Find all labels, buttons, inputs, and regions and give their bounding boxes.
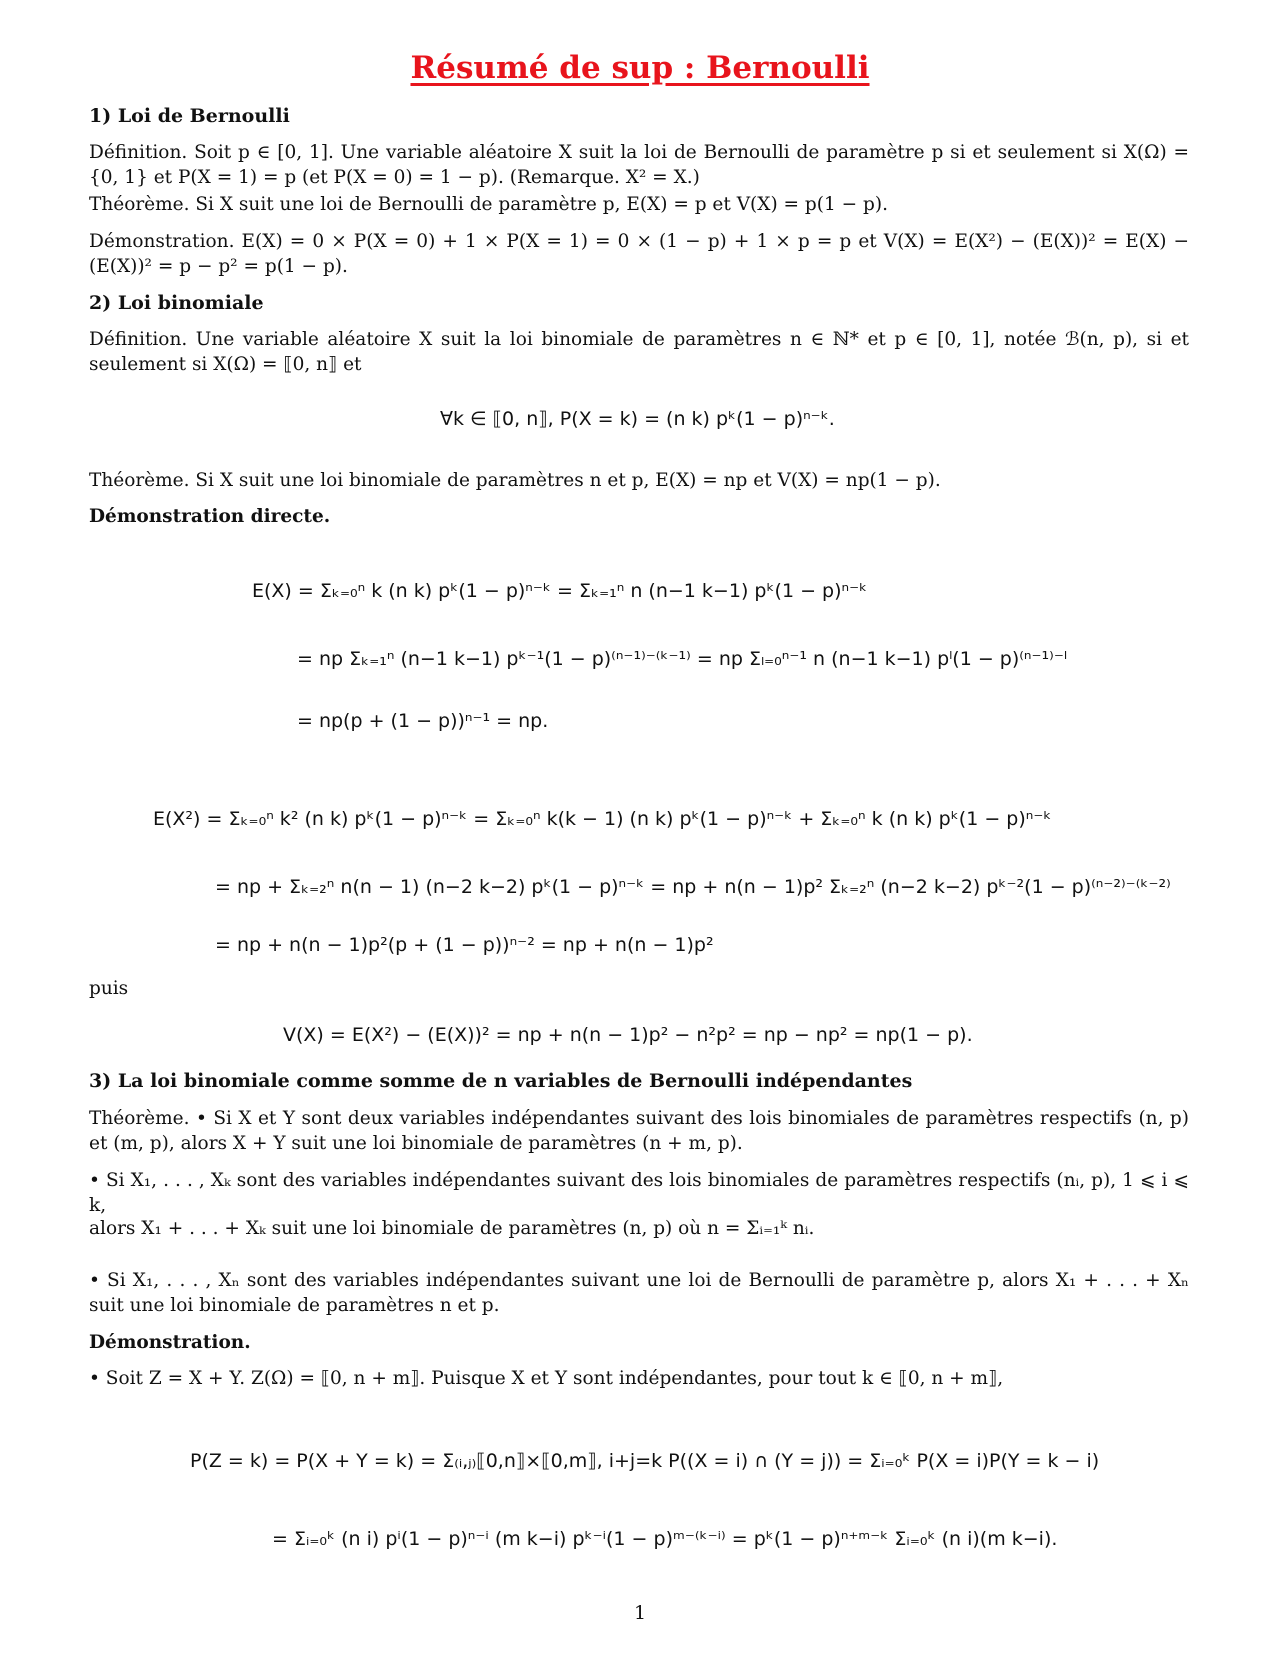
page-title: Résumé de sup : Bernoulli	[410, 50, 870, 86]
section-3-proof-line: • Soit Z = X + Y. Z(Ω) = ⟦0, n + m⟧. Puisque X et Y sont indépendantes, pour tout k ∈ ⟦0, n + m⟧,	[89, 1368, 1004, 1389]
section-2-theorem: Théorème. Si X suit une loi binomiale de paramètres n et p, E(X) = np et V(X) = np(1 − p).	[89, 470, 941, 491]
section-3-theorem-3: • Si X₁, . . . , Xₙ sont des variables indépendantes suivant une loi de Bernoulli de paramètre p, alors X₁ + . . . + Xₙ suit une loi binomiale de paramètres n et p.	[89, 1270, 1189, 1316]
pz-line-1: P(Z = k) = P(X + Y = k) = Σ₍ᵢ,ⱼ₎⟦0,n⟧×⟦0,m⟧, i+j=k P((X = i) ∩ (Y = j)) = Σᵢ₌₀ᵏ P(X = i)P(Y = k − i)	[190, 1450, 1100, 1472]
section-2-proof-title: Démonstration directe.	[89, 506, 331, 527]
expectation-line-3: = np(p + (1 − p))ⁿ⁻¹ = np.	[297, 710, 549, 732]
puis-text: puis	[89, 978, 129, 999]
expectation-line-1: E(X) = Σₖ₌₀ⁿ k (n k) pᵏ(1 − p)ⁿ⁻ᵏ = Σₖ₌₁ⁿ n (n−1 k−1) pᵏ(1 − p)ⁿ⁻ᵏ	[252, 580, 868, 602]
section-1-definition: Définition. Soit p ∈ [0, 1]. Une variable aléatoire X suit la loi de Bernoulli de paramètre p si et seulement si X(Ω) = {0, 1} et P(X = 1) = p (et P(X = 0) = 1 − p). (Remarque. X² = X.)	[89, 142, 1189, 188]
section-1-theorem: Théorème. Si X suit une loi de Bernoulli de paramètre p, E(X) = p et V(X) = p(1 − p).	[89, 194, 888, 215]
section-3-theorem-2: • Si X₁, . . . , Xₖ sont des variables indépendantes suivant des lois binomiales de paramètres respectifs (nᵢ, p), 1 ⩽ i ⩽ k,	[89, 1170, 1189, 1216]
section-3-heading: 3) La loi binomiale comme somme de n variables de Bernoulli indépendantes	[89, 1070, 913, 1092]
page-number: 1	[633, 1602, 647, 1624]
expectation-line-2: = np Σₖ₌₁ⁿ (n−1 k−1) pᵏ⁻¹(1 − p)⁽ⁿ⁻¹⁾⁻⁽ᵏ⁻¹⁾ = np Σₗ₌₀ⁿ⁻¹ n (n−1 k−1) pˡ(1 − p)⁽ⁿ⁻¹⁾⁻ˡ	[297, 648, 1068, 670]
section-2-definition: Définition. Une variable aléatoire X suit la loi binomiale de paramètres n ∈ ℕ* et p ∈ [0, 1], notée ℬ(n, p), si et seulement si X(Ω) = ⟦0, n⟧ et	[89, 329, 1189, 375]
section-2-heading: 2) Loi binomiale	[89, 292, 264, 314]
section-3-theorem-2b: alors X₁ + . . . + Xₖ suit une loi binomiale de paramètres (n, p) où n = Σᵢ₌₁ᵏ nᵢ.	[89, 1218, 815, 1239]
section-3-theorem-1: Théorème. • Si X et Y sont deux variables indépendantes suivant des lois binomiales de paramètres respectifs (n, p) et (m, p), alors X + Y suit une loi binomiale de paramètres (n + m, p).	[89, 1108, 1189, 1154]
second-moment-line-3: = np + n(n − 1)p²(p + (1 − p))ⁿ⁻² = np + n(n − 1)p²	[215, 934, 714, 956]
section-3-proof-title: Démonstration.	[89, 1332, 251, 1353]
section-1-proof: Démonstration. E(X) = 0 × P(X = 0) + 1 × P(X = 1) = 0 × (1 − p) + 1 × p = p et V(X) = E(X²) − (E(X))² = E(X) − (E(X))² = p − p² = p(1 − p).	[89, 231, 1189, 277]
pz-line-2: = Σᵢ₌₀ᵏ (n i) pⁱ(1 − p)ⁿ⁻ⁱ (m k−i) pᵏ⁻ⁱ(1 − p)ᵐ⁻⁽ᵏ⁻ⁱ⁾ = pᵏ(1 − p)ⁿ⁺ᵐ⁻ᵏ Σᵢ₌₀ᵏ (n i)(m k−i).	[272, 1528, 1058, 1550]
second-moment-line-1: E(X²) = Σₖ₌₀ⁿ k² (n k) pᵏ(1 − p)ⁿ⁻ᵏ = Σₖ₌₀ⁿ k(k − 1) (n k) pᵏ(1 − p)ⁿ⁻ᵏ + Σₖ₌₀ⁿ k (n k) pᵏ(1 − p)ⁿ⁻ᵏ	[153, 808, 1052, 830]
second-moment-line-2: = np + Σₖ₌₂ⁿ n(n − 1) (n−2 k−2) pᵏ(1 − p)ⁿ⁻ᵏ = np + n(n − 1)p² Σₖ₌₂ⁿ (n−2 k−2) pᵏ⁻²(1 − p)⁽ⁿ⁻²⁾⁻⁽ᵏ⁻²⁾	[215, 876, 1171, 898]
variance-formula: V(X) = E(X²) − (E(X))² = np + n(n − 1)p² − n²p² = np − np² = np(1 − p).	[283, 1024, 973, 1046]
binomial-pmf-formula: ∀k ∈ ⟦0, n⟧, P(X = k) = (n k) pᵏ(1 − p)ⁿ⁻ᵏ.	[440, 408, 835, 430]
section-1-heading: 1) Loi de Bernoulli	[89, 105, 290, 127]
